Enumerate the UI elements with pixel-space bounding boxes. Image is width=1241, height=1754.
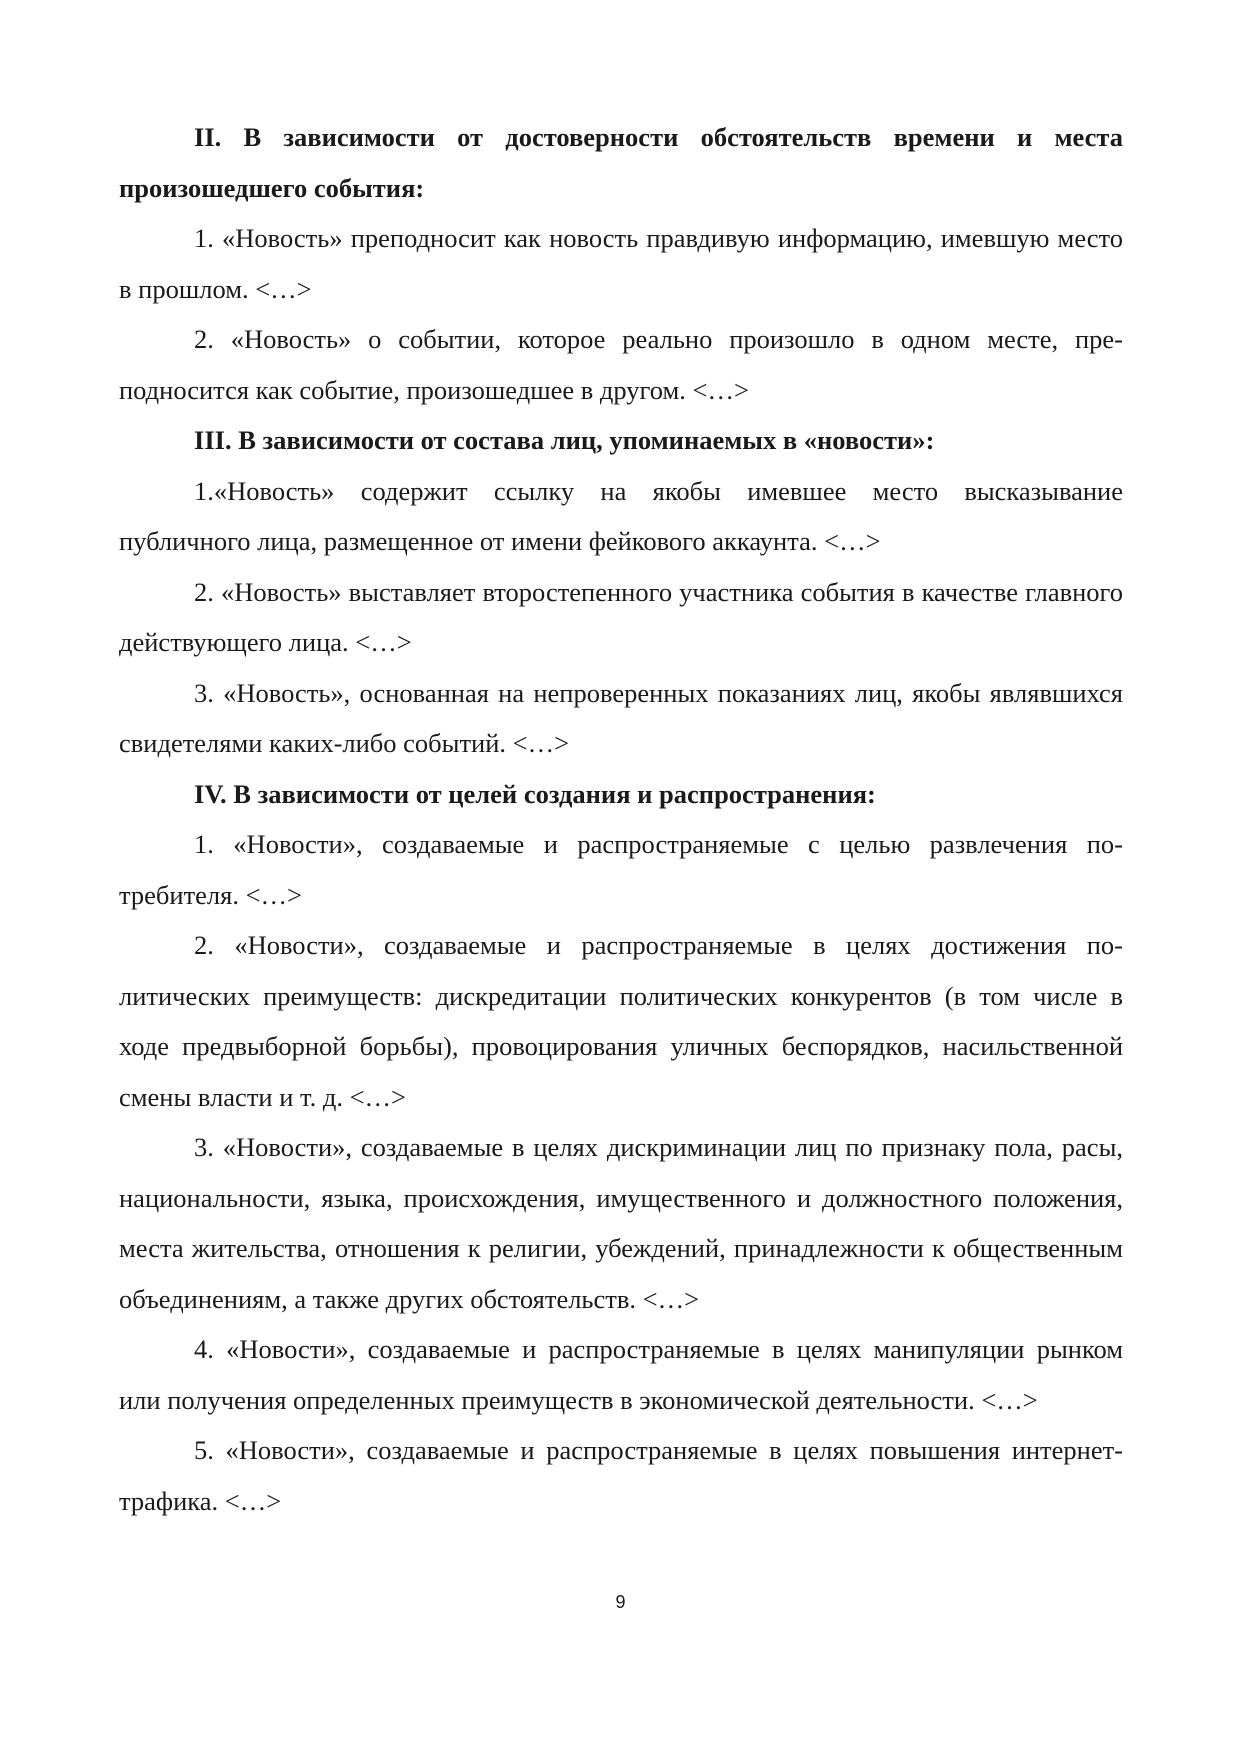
list-item: 1.«Новость» содержит ссылку на якобы имевшее место высказывание публичного лица, размещенное от имени фейкового аккаунта. <…> <box>119 475 1123 556</box>
section-heading-iv: IV. В зависимости от целей создания и распространения: <box>194 778 876 809</box>
document-body <box>119 112 1123 1526</box>
list-item: 2. «Новость» о событии, которое реально произошло в одном месте, преподносится как событие, произошедшее в другом. <…> <box>119 324 1123 405</box>
list-item: 4. «Новости», создаваемые и распространяемые в целях манипуляции рынком или получения определенных преимуществ в экономической деятельности. <…> <box>119 1334 1123 1415</box>
page-number: 9 <box>615 1592 626 1612</box>
section-heading-iii: III. В зависимости от состава лиц, упоминаемых в «новости»: <box>194 425 935 455</box>
list-item: 5. «Новости», создаваемые и распространяемые в целях повышения интернет-трафика. <…> <box>119 1435 1123 1516</box>
list-item: 3. «Новости», создаваемые в целях дискриминации лиц по признаку пола, расы, национальности, языка, происхождения, имущественного и должностного положения, места жительства, отношения к религии, убеждений, принадлежности к общественным объединениям, а также других обстоятельств. <…> <box>119 1132 1123 1314</box>
list-item: 1. «Новость» преподносит как новость правдивую информацию, имевшую место в прошлом. <…> <box>119 223 1123 304</box>
list-item: 2. «Новость» выставляет второстепенного участника события в качестве главного действующего лица. <…> <box>119 576 1123 657</box>
list-item: 1. «Новости», создаваемые и распространяемые с целью развлечения потребителя. <…> <box>119 829 1123 910</box>
list-item: 2. «Новости», создаваемые и распространяемые в целях достижения политических преимуществ: дискредитации политических конкурентов (в том числе в ходе предвыборной борьбы), провоцирования уличных беспорядков, насильственной смены власти и т. д. <…> <box>119 930 1123 1112</box>
list-item: 3. «Новость», основанная на непроверенных показаниях лиц, якобы являвшихся свидетелями каких-либо событий. <…> <box>119 677 1123 758</box>
section-heading-ii: II. В зависимости от достоверности обстоятельств времени и места произошедшего события: <box>119 122 1123 203</box>
